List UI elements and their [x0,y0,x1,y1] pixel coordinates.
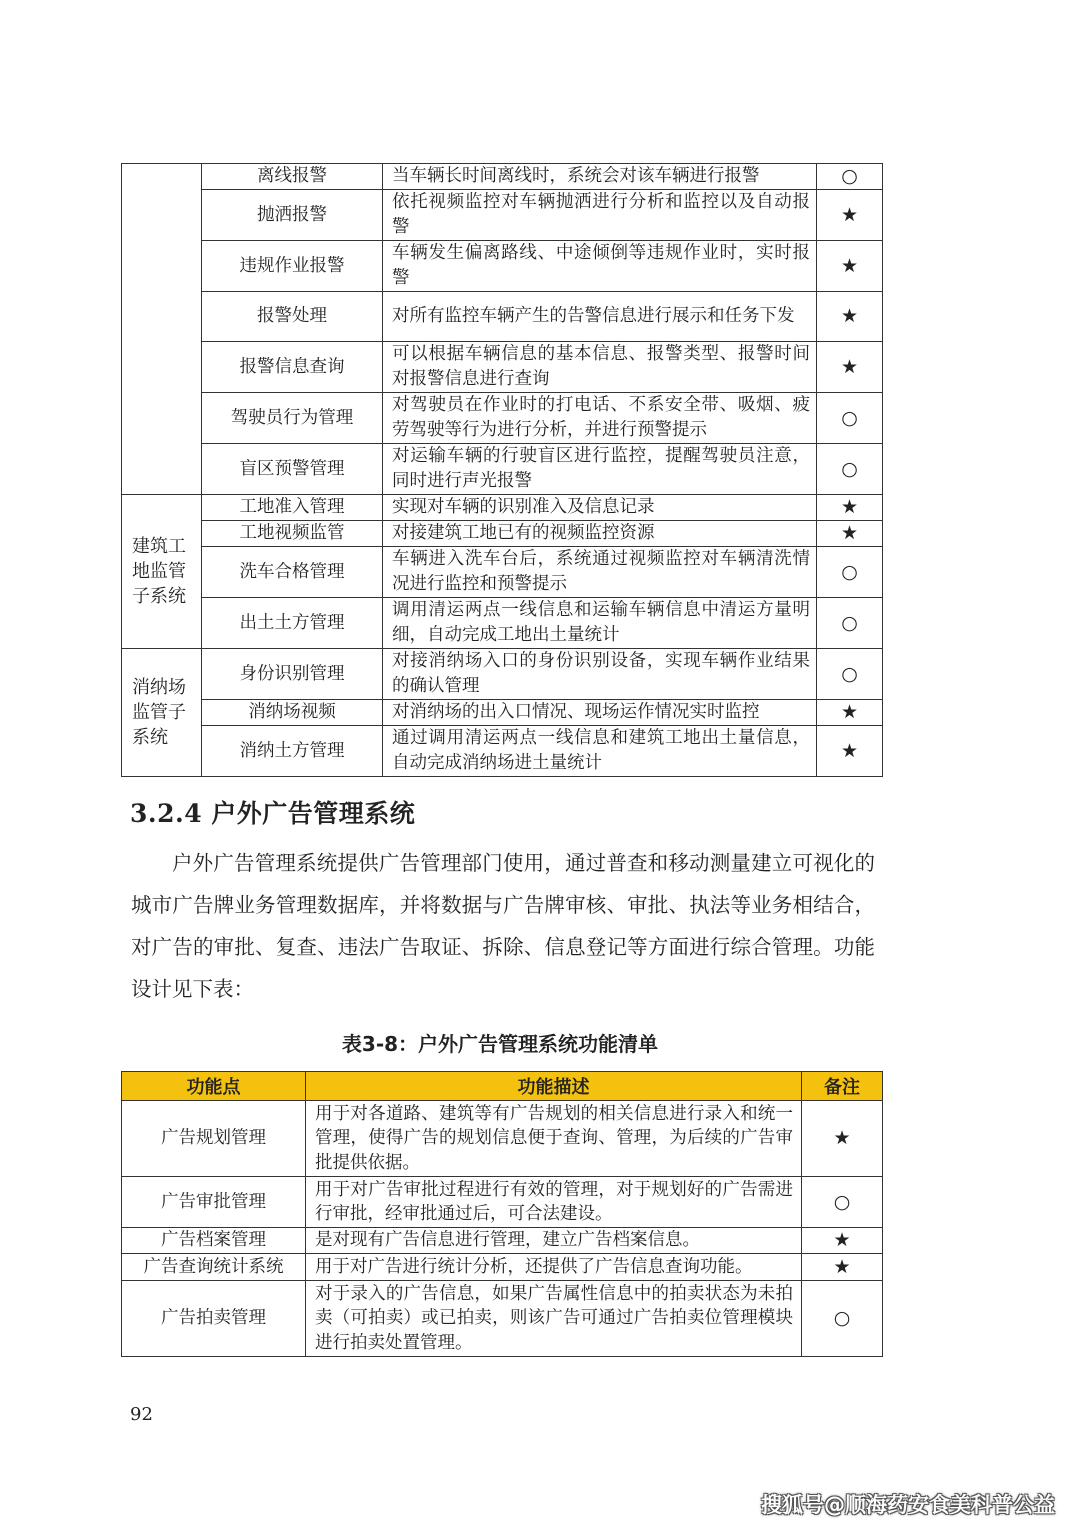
table-header-row [122,1072,883,1101]
description-cell: 用于对各道路、建筑等有广告规划的相关信息进行录入和统一管理，使得广告的规划信息便于查询、管理，为后续的广告审批提供依据。 [306,1101,802,1177]
function-cell: 消纳场视频 [202,700,383,726]
table-row [122,1101,883,1177]
watermark: 搜狐号@顺海药安食美科普公益 [761,1493,1055,1517]
mark-cell: ○ [817,164,883,190]
mark-cell: ★ [817,190,883,241]
mark-cell: ○ [817,598,883,649]
table-row [122,393,883,444]
description-cell: 当车辆长时间离线时，系统会对该车辆进行报警 [383,164,817,190]
mark-cell: ○ [817,649,883,700]
mark-cell: ★ [817,726,883,777]
description-cell: 对接消纳场入口的身份识别设备，实现车辆作业结果的确认管理 [383,649,817,700]
mark-cell: ○ [802,1281,883,1357]
description-cell: 对于录入的广告信息，如果广告属性信息中的拍卖状态为未拍卖（可拍卖）或已拍卖，则该广告可通过广告拍卖位管理模块进行拍卖处置管理。 [306,1281,802,1357]
function-cell: 工地准入管理 [202,495,383,521]
description-cell: 通过调用清运两点一线信息和建筑工地出土量信息，自动完成消纳场进土量统计 [383,726,817,777]
function-cell: 广告拍卖管理 [122,1281,306,1357]
table-row [122,1254,883,1281]
section-heading: 3.2.4 户外广告管理系统 [130,799,416,828]
function-cell: 驾驶员行为管理 [202,393,383,444]
page-number: 92 [130,1404,153,1425]
description-cell: 实现对车辆的识别准入及信息记录 [383,495,817,521]
header-description: 功能描述 [306,1072,802,1101]
group-cell: 消纳场监管子系统 [122,649,202,777]
function-cell: 广告查询统计系统 [122,1254,306,1281]
function-cell: 报警信息查询 [202,342,383,393]
function-cell: 工地视频监管 [202,521,383,547]
description-cell: 用于对广告审批过程进行有效的管理，对于规划好的广告需进行审批，经审批通过后，可合法建设。 [306,1177,802,1228]
table-row [122,292,883,342]
function-cell: 出土土方管理 [202,598,383,649]
mark-cell: ★ [817,292,883,342]
function-cell: 广告规划管理 [122,1101,306,1177]
table-row [122,1281,883,1357]
function-cell: 洗车合格管理 [202,547,383,598]
mark-cell: ★ [817,700,883,726]
group-cell [122,164,202,495]
description-cell: 车辆进入洗车台后，系统通过视频监控对车辆清洗情况进行监控和预警提示 [383,547,817,598]
mark-cell: ○ [802,1177,883,1228]
table-row [122,444,883,495]
mark-cell: ★ [817,521,883,547]
mark-cell: ★ [817,342,883,393]
table-row [122,521,883,547]
function-cell: 盲区预警管理 [202,444,383,495]
mark-cell: ★ [802,1101,883,1177]
mark-cell: ○ [817,444,883,495]
table-row [122,342,883,393]
function-cell: 报警处理 [202,292,383,342]
table-row [122,1177,883,1228]
description-cell: 用于对广告进行统计分析，还提供了广告信息查询功能。 [306,1254,802,1281]
function-cell: 广告档案管理 [122,1228,306,1254]
description-cell: 是对现有广告信息进行管理，建立广告档案信息。 [306,1228,802,1254]
system-function-table [121,163,883,777]
function-cell: 抛洒报警 [202,190,383,241]
description-cell: 依托视频监控对车辆抛洒进行分析和监控以及自动报警 [383,190,817,241]
table-row [122,495,883,521]
description-cell: 对所有监控车辆产生的告警信息进行展示和任务下发 [383,292,817,342]
group-cell: 建筑工地监管子系统 [122,495,202,649]
table-row [122,190,883,241]
description-cell: 对运输车辆的行驶盲区进行监控，提醒驾驶员注意，同时进行声光报警 [383,444,817,495]
table-row [122,164,883,190]
description-cell: 对消纳场的出入口情况、现场运作情况实时监控 [383,700,817,726]
table-row [122,547,883,598]
mark-cell: ○ [817,393,883,444]
description-cell: 可以根据车辆信息的基本信息、报警类型、报警时间对报警信息进行查询 [383,342,817,393]
intro-paragraph: 户外广告管理系统提供广告管理部门使用，通过普查和移动测量建立可视化的城市广告牌业务管理数据库，并将数据与广告牌审核、审批、执法等业务相结合，对广告的审批、复查、违法广告取证、拆除、信息登记等方面进行综合管理。功能设计见下表： [131,851,875,1001]
description-cell: 对接建筑工地已有的视频监控资源 [383,521,817,547]
function-cell: 离线报警 [202,164,383,190]
table-row [122,241,883,292]
function-cell: 身份识别管理 [202,649,383,700]
table-row [122,726,883,777]
header-function: 功能点 [122,1072,306,1101]
mark-cell: ★ [817,241,883,292]
description-cell: 调用清运两点一线信息和运输车辆信息中清运方量明细，自动完成工地出土量统计 [383,598,817,649]
table-caption: 表3-8：户外广告管理系统功能清单 [341,1032,659,1056]
table-row [122,700,883,726]
description-cell: 对驾驶员在作业时的打电话、不系安全带、吸烟、疲劳驾驶等行为进行分析，并进行预警提示 [383,393,817,444]
mark-cell: ○ [817,547,883,598]
mark-cell: ★ [802,1254,883,1281]
function-cell: 消纳土方管理 [202,726,383,777]
function-cell: 广告审批管理 [122,1177,306,1228]
table-row [122,598,883,649]
mark-cell: ★ [802,1228,883,1254]
function-cell: 违规作业报警 [202,241,383,292]
table-row [122,649,883,700]
ad-function-table [121,1071,883,1357]
table-row [122,1228,883,1254]
header-note: 备注 [802,1072,883,1101]
description-cell: 车辆发生偏离路线、中途倾倒等违规作业时，实时报警 [383,241,817,292]
mark-cell: ★ [817,495,883,521]
